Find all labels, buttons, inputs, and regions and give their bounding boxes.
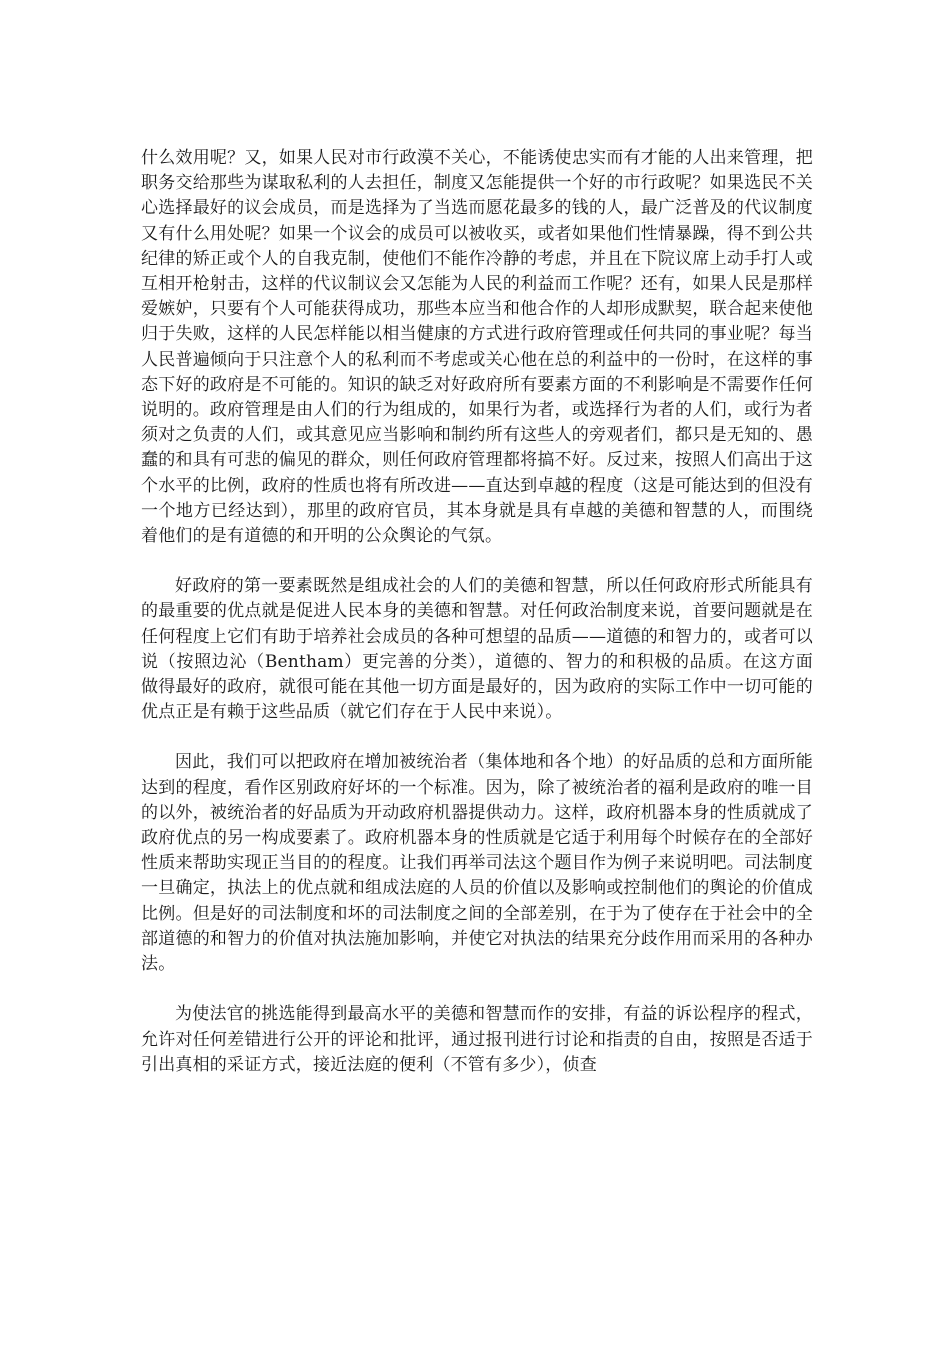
paragraph-2: 好政府的第一要素既然是组成社会的人们的美德和智慧，所以任何政府形式所能具有的最重要的优点就是促进人民本身的美德和智慧。对任何政治制度来说，首要问题就是在任何程度上它们有助于培养社会成员的各种可想望的品质——道德的和智力的，或者可以说（按照边沁（Bentham）更完善的分类），道德的、智力的和积极的品质。在这方面做得最好的政府，就很可能在其他一切方面是最好的，因为政府的实际工作中一切可能的优点正是有赖于这些品质（就它们存在于人民中来说）。 xyxy=(141,576,813,723)
document-body xyxy=(141,146,813,1078)
paragraph-1: 什么效用呢？又，如果人民对市行政漠不关心，不能诱使忠实而有才能的人出来管理，把职务交给那些为谋取私利的人去担任，制度又怎能提供一个好的市行政呢？如果选民不关心选择最好的议会成员，而是选择为了当选而愿花最多的钱的人，最广泛普及的代议制度又有什么用处呢？如果一个议会的成员可以被收买，或者如果他们性情暴躁，得不到公共纪律的矫正或个人的自我克制，使他们不能作冷静的考虑，并且在下院议席上动手打人或互相开枪射击，这样的代议制议会又怎能为人民的利益而工作呢？还有，如果人民是那样爱嫉妒，只要有个人可能获得成功，那些本应当和他合作的人却形成默契，联合起来使他归于失败，这样的人民怎样能以相当健康的方式进行政府管理或任何共同的事业呢？每当人民普遍倾向于只注意个人的私利而不考虑或关心他在总的利益中的一份时，在这样的事态下好的政府是不可能的。知识的缺乏对好政府所有要素方面的不利影响是不需要作任何说明的。政府管理是由人们的行为组成的，如果行为者，或选择行为者的人们，或行为者须对之负责的人们，或其意见应当影响和制约所有这些人的旁观者们，都只是无知的、愚蠢的和具有可悲的偏见的群众，则任何政府管理都将搞不好。反过来，按照人们高出于这个水平的比例，政府的性质也将有所改进——直达到卓越的程度（这是可能达到的但没有一个地方已经达到），那里的政府官员，其本身就是具有卓越的美德和智慧的人，而围绕着他们的是有道德的和开明的公众舆论的气氛。 xyxy=(141,148,813,547)
paragraph-3: 因此，我们可以把政府在增加被统治者（集体地和各个地）的好品质的总和方面所能达到的程度，看作区别政府好坏的一个标准。因为，除了被统治者的福利是政府的唯一目的以外，被统治者的好品质为开动政府机器提供动力。这样，政府机器本身的性质就成了政府优点的另一构成要素了。政府机器本身的性质就是它适于利用每个时候存在的全部好性质来帮助实现正当目的的程度。让我们再举司法这个题目作为例子来说明吧。司法制度一旦确定，执法上的优点就和组成法庭的人员的价值以及影响或控制他们的舆论的价值成比例。但是好的司法制度和坏的司法制度之间的全部差别，在于为了使存在于社会中的全部道德的和智力的价值对执法施加影响，并使它对执法的结果充分歧作用而采用的各种办法。 xyxy=(141,752,813,975)
paragraph-4: 为使法官的挑选能得到最高水平的美德和智慧而作的安排，有益的诉讼程序的程式，允许对任何差错进行公开的评论和批评，通过报刊进行讨论和指责的自由，按照是否适于引出真相的采证方式，接近法庭的便利（不管有多少），侦查 xyxy=(141,1004,813,1075)
